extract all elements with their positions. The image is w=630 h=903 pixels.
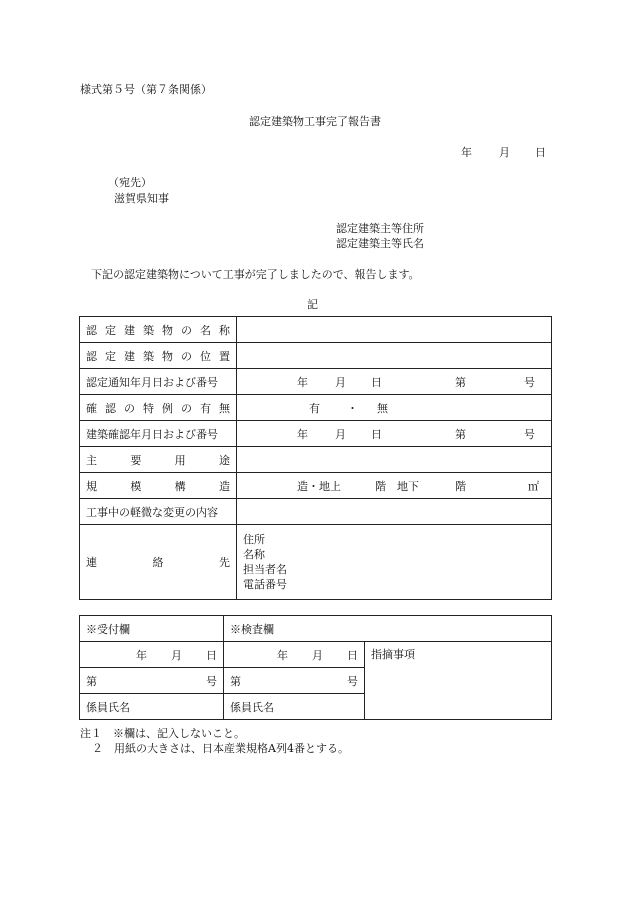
reception-year: 年 bbox=[136, 648, 147, 662]
notice-dai: 第 bbox=[455, 375, 466, 389]
label-char: 建 bbox=[124, 323, 135, 337]
details-table bbox=[79, 316, 552, 600]
label-char: 定 bbox=[105, 349, 116, 363]
confirm-month: 月 bbox=[335, 427, 346, 441]
label-char: 無 bbox=[219, 401, 230, 415]
notes-label: 指摘事項 bbox=[371, 648, 415, 661]
label-char: 築 bbox=[143, 349, 154, 363]
inspection-staff: 係員氏名 bbox=[224, 694, 365, 720]
label-char: 建 bbox=[124, 349, 135, 363]
reception-day: 日 bbox=[206, 648, 217, 662]
scale-basement: 地下 bbox=[397, 479, 419, 493]
footnote-2: ２ 用紙の大きさは、日本産業規格A列4番とする。 bbox=[92, 742, 349, 755]
building-name-field[interactable] bbox=[237, 317, 552, 343]
label-char: 特 bbox=[143, 401, 154, 415]
label-char: 先 bbox=[219, 556, 230, 569]
confirm-day: 日 bbox=[371, 427, 382, 441]
contact-address: 住所 bbox=[243, 533, 265, 546]
report-date bbox=[461, 144, 546, 160]
table-row bbox=[80, 499, 552, 525]
scale-label bbox=[80, 473, 237, 499]
label-char: 称 bbox=[219, 323, 230, 337]
label-char: 連 bbox=[86, 556, 97, 569]
applicant-name-label: 認定建築主等氏名 bbox=[336, 237, 424, 250]
reception-dai: 第 bbox=[86, 674, 97, 688]
inspection-number bbox=[224, 668, 365, 694]
spread-label bbox=[86, 554, 230, 570]
minor-change-label: 工事中の軽微な変更の内容 bbox=[80, 499, 237, 525]
label-char: 絡 bbox=[152, 556, 164, 569]
spread-label bbox=[86, 400, 230, 416]
form-number: 様式第５号（第７条関係） bbox=[80, 83, 212, 96]
confirm-dai: 第 bbox=[455, 427, 466, 441]
notice-go: 号 bbox=[524, 375, 535, 389]
contact-org-name: 名称 bbox=[243, 548, 265, 561]
label-char: 物 bbox=[162, 323, 173, 337]
ki-heading: 記 bbox=[307, 298, 318, 311]
office-use-table bbox=[79, 615, 552, 720]
spread-label bbox=[86, 478, 230, 494]
reception-go: 号 bbox=[206, 674, 217, 688]
table-row bbox=[80, 395, 552, 421]
reception-number bbox=[80, 668, 224, 694]
label-char: の bbox=[181, 401, 192, 415]
notice-year: 年 bbox=[297, 375, 308, 389]
reception-date bbox=[80, 642, 224, 668]
table-row bbox=[80, 525, 552, 600]
inspection-day: 日 bbox=[347, 648, 358, 662]
table-row bbox=[80, 642, 552, 668]
notice-date-label: 認定通知年月日および番号 bbox=[80, 369, 237, 395]
applicant-block bbox=[336, 221, 424, 251]
label-char: 例 bbox=[162, 401, 173, 415]
table-row bbox=[80, 473, 552, 499]
reception-staff: 係員氏名 bbox=[80, 694, 224, 720]
label-char: 主 bbox=[86, 453, 97, 467]
label-char: の bbox=[124, 401, 135, 415]
table-row bbox=[80, 447, 552, 473]
scale-field[interactable] bbox=[237, 473, 552, 499]
inspection-month: 月 bbox=[312, 648, 323, 662]
label-char: 定 bbox=[105, 323, 116, 337]
special-case-no[interactable]: 無 bbox=[377, 401, 388, 415]
date-day: 日 bbox=[535, 146, 546, 159]
label-char: 築 bbox=[143, 323, 154, 337]
reception-label: ※受付欄 bbox=[80, 616, 224, 642]
building-location-field[interactable] bbox=[237, 343, 552, 369]
label-char: 認 bbox=[105, 401, 116, 415]
special-case-yes[interactable]: 有 bbox=[309, 401, 320, 415]
table-row bbox=[80, 317, 552, 343]
inspection-label: ※検査欄 bbox=[224, 616, 552, 642]
building-location-label bbox=[80, 343, 237, 369]
reception-month: 月 bbox=[171, 648, 182, 662]
label-char: の bbox=[181, 349, 192, 363]
spread-label bbox=[86, 322, 230, 338]
inspection-dai: 第 bbox=[230, 674, 241, 688]
addressee-block bbox=[108, 175, 169, 207]
label-char: 認 bbox=[86, 349, 97, 363]
inspection-go: 号 bbox=[347, 674, 358, 688]
label-char: 途 bbox=[218, 453, 230, 467]
confirm-date-label: 建築確認年月日および番号 bbox=[80, 421, 237, 447]
notice-date-field[interactable] bbox=[237, 369, 552, 395]
document-title: 認定建築物工事完了報告書 bbox=[249, 115, 381, 128]
notice-day: 日 bbox=[371, 375, 382, 389]
scale-struct: 造・地上 bbox=[297, 479, 341, 493]
date-year: 年 bbox=[461, 146, 472, 159]
label-char: 構 bbox=[174, 479, 186, 493]
contact-phone: 電話番号 bbox=[243, 578, 287, 591]
table-row bbox=[80, 616, 552, 642]
footnote-1: 注１ ※欄は、記入しないこと。 bbox=[80, 727, 245, 740]
addressee-to: （宛先） bbox=[108, 176, 152, 189]
special-case-dot: ・ bbox=[347, 401, 358, 415]
inspection-year: 年 bbox=[277, 648, 288, 662]
confirm-go: 号 bbox=[524, 427, 535, 441]
label-char: 物 bbox=[162, 349, 173, 363]
label-char: 規 bbox=[86, 479, 97, 493]
label-char: 用 bbox=[174, 453, 186, 467]
addressee-governor: 滋賀県知事 bbox=[114, 192, 169, 205]
table-row bbox=[80, 421, 552, 447]
contact-field[interactable] bbox=[237, 525, 552, 600]
label-char: 位 bbox=[200, 349, 211, 363]
label-char: 模 bbox=[130, 479, 142, 493]
special-case-label bbox=[80, 395, 237, 421]
scale-floor2: 階 bbox=[455, 479, 466, 493]
main-use-label bbox=[80, 447, 237, 473]
label-char: 確 bbox=[86, 401, 97, 415]
table-row bbox=[80, 343, 552, 369]
confirm-year: 年 bbox=[297, 427, 308, 441]
confirm-date-field[interactable] bbox=[237, 421, 552, 447]
spread-label bbox=[86, 348, 230, 364]
special-case-field[interactable] bbox=[237, 395, 552, 421]
spread-label bbox=[86, 452, 230, 468]
label-char: 認 bbox=[86, 323, 97, 337]
label-char: 有 bbox=[200, 401, 211, 415]
label-char: の bbox=[181, 323, 192, 337]
inspection-date bbox=[224, 642, 365, 668]
label-char: 要 bbox=[130, 453, 142, 467]
notice-month: 月 bbox=[335, 375, 346, 389]
footnotes bbox=[80, 726, 349, 756]
date-month: 月 bbox=[499, 146, 510, 159]
body-text: 下記の認定建築物について工事が完了しましたので、報告します。 bbox=[91, 268, 420, 281]
label-char: 名 bbox=[200, 323, 211, 337]
main-use-field[interactable] bbox=[237, 447, 552, 473]
inspection-notes bbox=[365, 642, 552, 720]
minor-change-field[interactable] bbox=[237, 499, 552, 525]
scale-unit: ㎡ bbox=[528, 479, 539, 493]
contact-label bbox=[80, 525, 237, 600]
applicant-address-label: 認定建築主等住所 bbox=[336, 222, 424, 235]
contact-person: 担当者名 bbox=[243, 563, 287, 576]
building-name-label bbox=[80, 317, 237, 343]
label-char: 置 bbox=[219, 349, 230, 363]
table-row bbox=[80, 369, 552, 395]
label-char: 造 bbox=[218, 479, 230, 493]
scale-floor: 階 bbox=[375, 479, 386, 493]
